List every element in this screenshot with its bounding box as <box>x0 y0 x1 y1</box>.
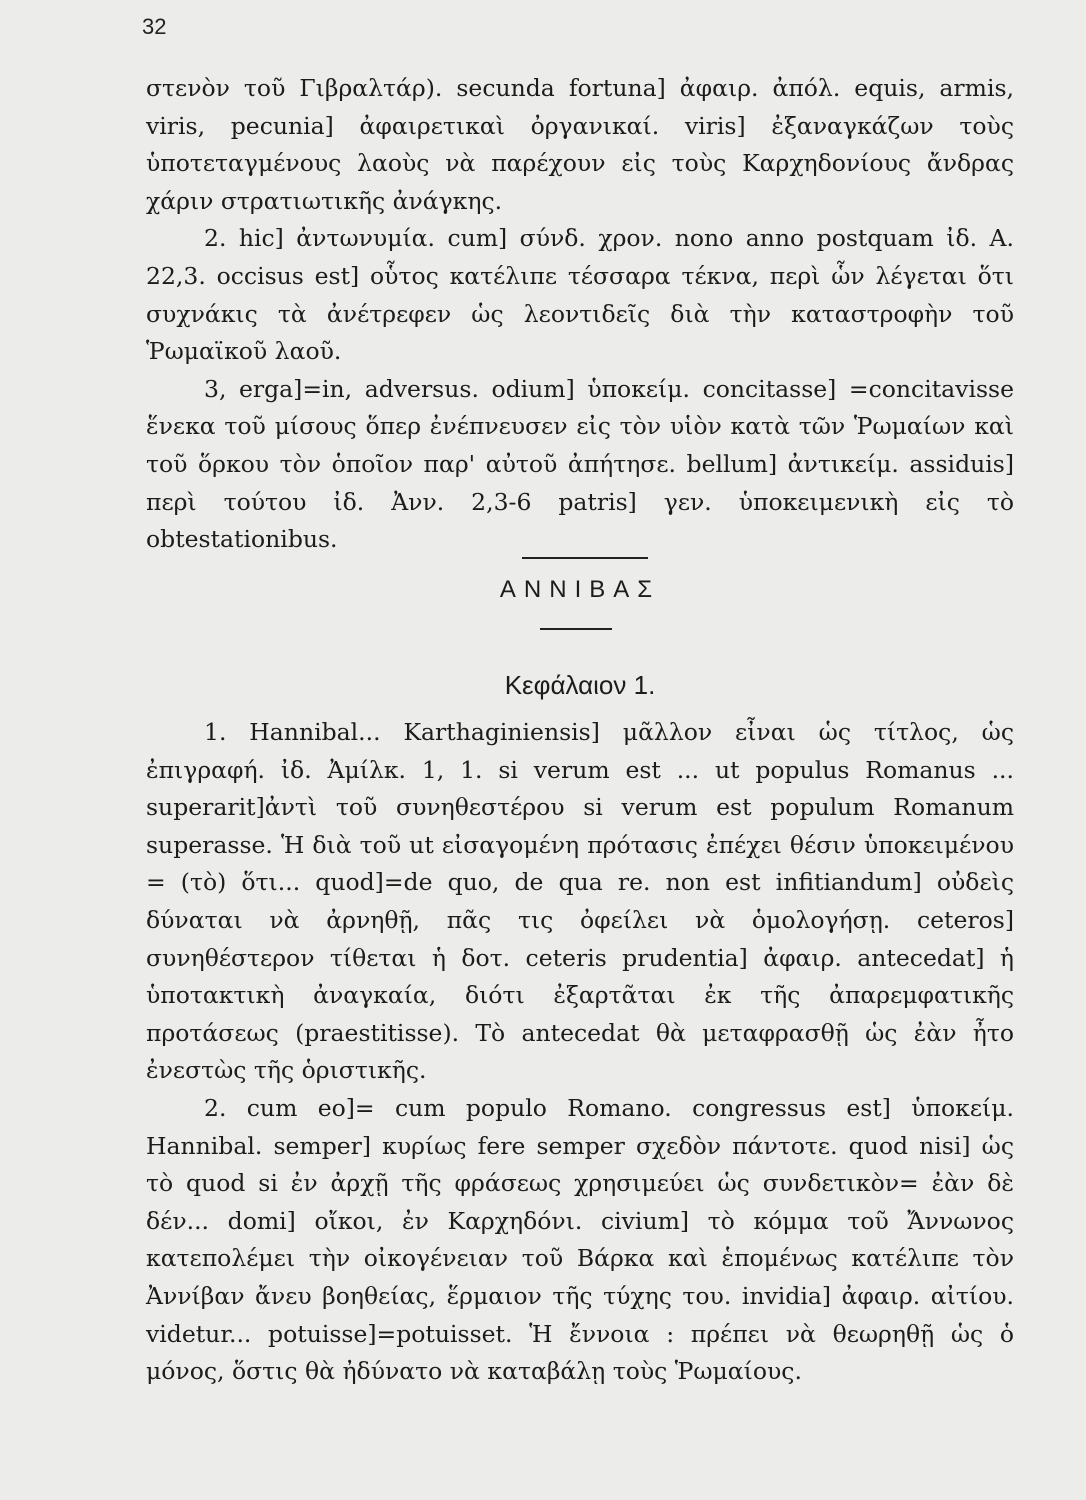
page-number: 32 <box>142 14 167 39</box>
top-divider <box>522 557 648 559</box>
chapter-paragraph-1: 1. Hannibal... Karthaginiensis] μᾶλλον εἶναι ὡς τίτλος, ὡς ἐπιγραφή. ἰδ. Ἀμίλκ. 1, 1. si verum est ... ut populus Romanus ... superarit]ἀντὶ τοῦ συνηθεστέρου si verum est populum Romanum superasse. Ἡ διὰ τοῦ ut εἰσαγομένη πρότασις ἐπέχει θέσιν ὑποκειμένου = (τὸ) ὅτι... quod]=de quo, de qua re. non est infitiandum] οὐδεὶς δύναται νὰ ἀρνηθῇ, πᾶς τις ὀφείλει νὰ ὁμολογήσῃ. ceteros] συνηθέστερον τίθεται ἡ δοτ. ceteris prudentia] ἀφαιρ. antecedat] ἡ ὑποτακτικὴ ἀναγκαία, διότι ἐξαρτᾶται ἐκ τῆς ἀπαρεμφατικῆς προτάσεως (praestitisse). Τὸ antecedat θὰ μεταφρασθῇ ὡς ἐὰν ἦτο ἐνεστὼς τῆς ὁριστικῆς. <box>146 718 1014 1085</box>
intro-paragraph-2: 2. hic] ἀντωνυμία. cum] σύνδ. χρον. nono anno postquam ἰδ. Α. 22,3. occisus est] οὗτος κατέλιπε τέσσαρα τέκνα, περὶ ὧν λέγεται ὅτι συχνάκις τὰ ἀνέτρεφεν ὡς λεοντιδεῖς διὰ τὴν καταστροφὴν τοῦ Ῥωμαϊκοῦ λαοῦ. <box>146 224 1014 366</box>
chapter-heading: Κεφάλαιον 1. <box>504 670 656 700</box>
bottom-divider <box>540 628 612 630</box>
intro-paragraph-1: στενὸν τοῦ Γιβραλτάρ). secunda fortuna] ἀφαιρ. ἀπόλ. equis, armis, viris, pecunia] ἀφαιρετικαὶ ὀργανικαί. viris] ἐξαναγκάζων τοὺς ὑποτεταγμένους λαοὺς νὰ παρέχουν εἰς τοὺς Καρχηδονίους ἄνδρας χάριν στρατιωτικῆς ἀνάγκης. <box>146 74 1014 215</box>
intro-notes <box>146 70 1014 559</box>
section-title: ΑΝΝΙΒΑΣ <box>499 576 661 603</box>
chapter-paragraph-2: 2. cum eo]= cum populo Romano. congressus est] ὑποκείμ. Hannibal. semper] κυρίως fere semper σχεδὸν πάντοτε. quod nisi] ὡς τὸ quod si ἐν ἀρχῇ τῆς φράσεως χρησιμεύει ὡς συνδετικὸν= ἐὰν δὲ δέν... domi] οἴκοι, ἐν Καρχηδόνι. civium] τὸ κόμμα τοῦ Ἄννωνος κατεπολέμει τὴν οἰκογένειαν τοῦ Βάρκα καὶ ἑπομένως κατέλιπε τὸν Ἀννίβαν ἄνευ βοηθείας, ἕρμαιον τῆς τύχης του. invidia] ἀφαιρ. αἰτίου. videtur... potuisse]=potuisset. Ἡ ἔννοια : πρέπει νὰ θεωρηθῇ ὡς ὁ μόνος, ὅστις θὰ ἠδύνατο νὰ καταβάλῃ τοὺς Ῥωμαίους. <box>146 1093 1014 1386</box>
chapter-notes <box>146 714 1014 1391</box>
intro-paragraph-3: 3, erga]=in, adversus. odium] ὑποκείμ. concitasse] =concitavisse ἕνεκα τοῦ μίσους ὅπερ ἐνέπνευσεν εἰς τὸν υἱὸν κατὰ τῶν Ῥωμαίων καὶ τοῦ ὅρκου τὸν ὁποῖον παρ' αὐτοῦ ἀπήτησε. bellum] ἀντικείμ. assiduis] περὶ τούτου ἰδ. Ἀνν. 2,3-6 patris] γεν. ὑποκειμενικὴ εἰς τὸ obtestationibus. <box>146 374 1014 554</box>
